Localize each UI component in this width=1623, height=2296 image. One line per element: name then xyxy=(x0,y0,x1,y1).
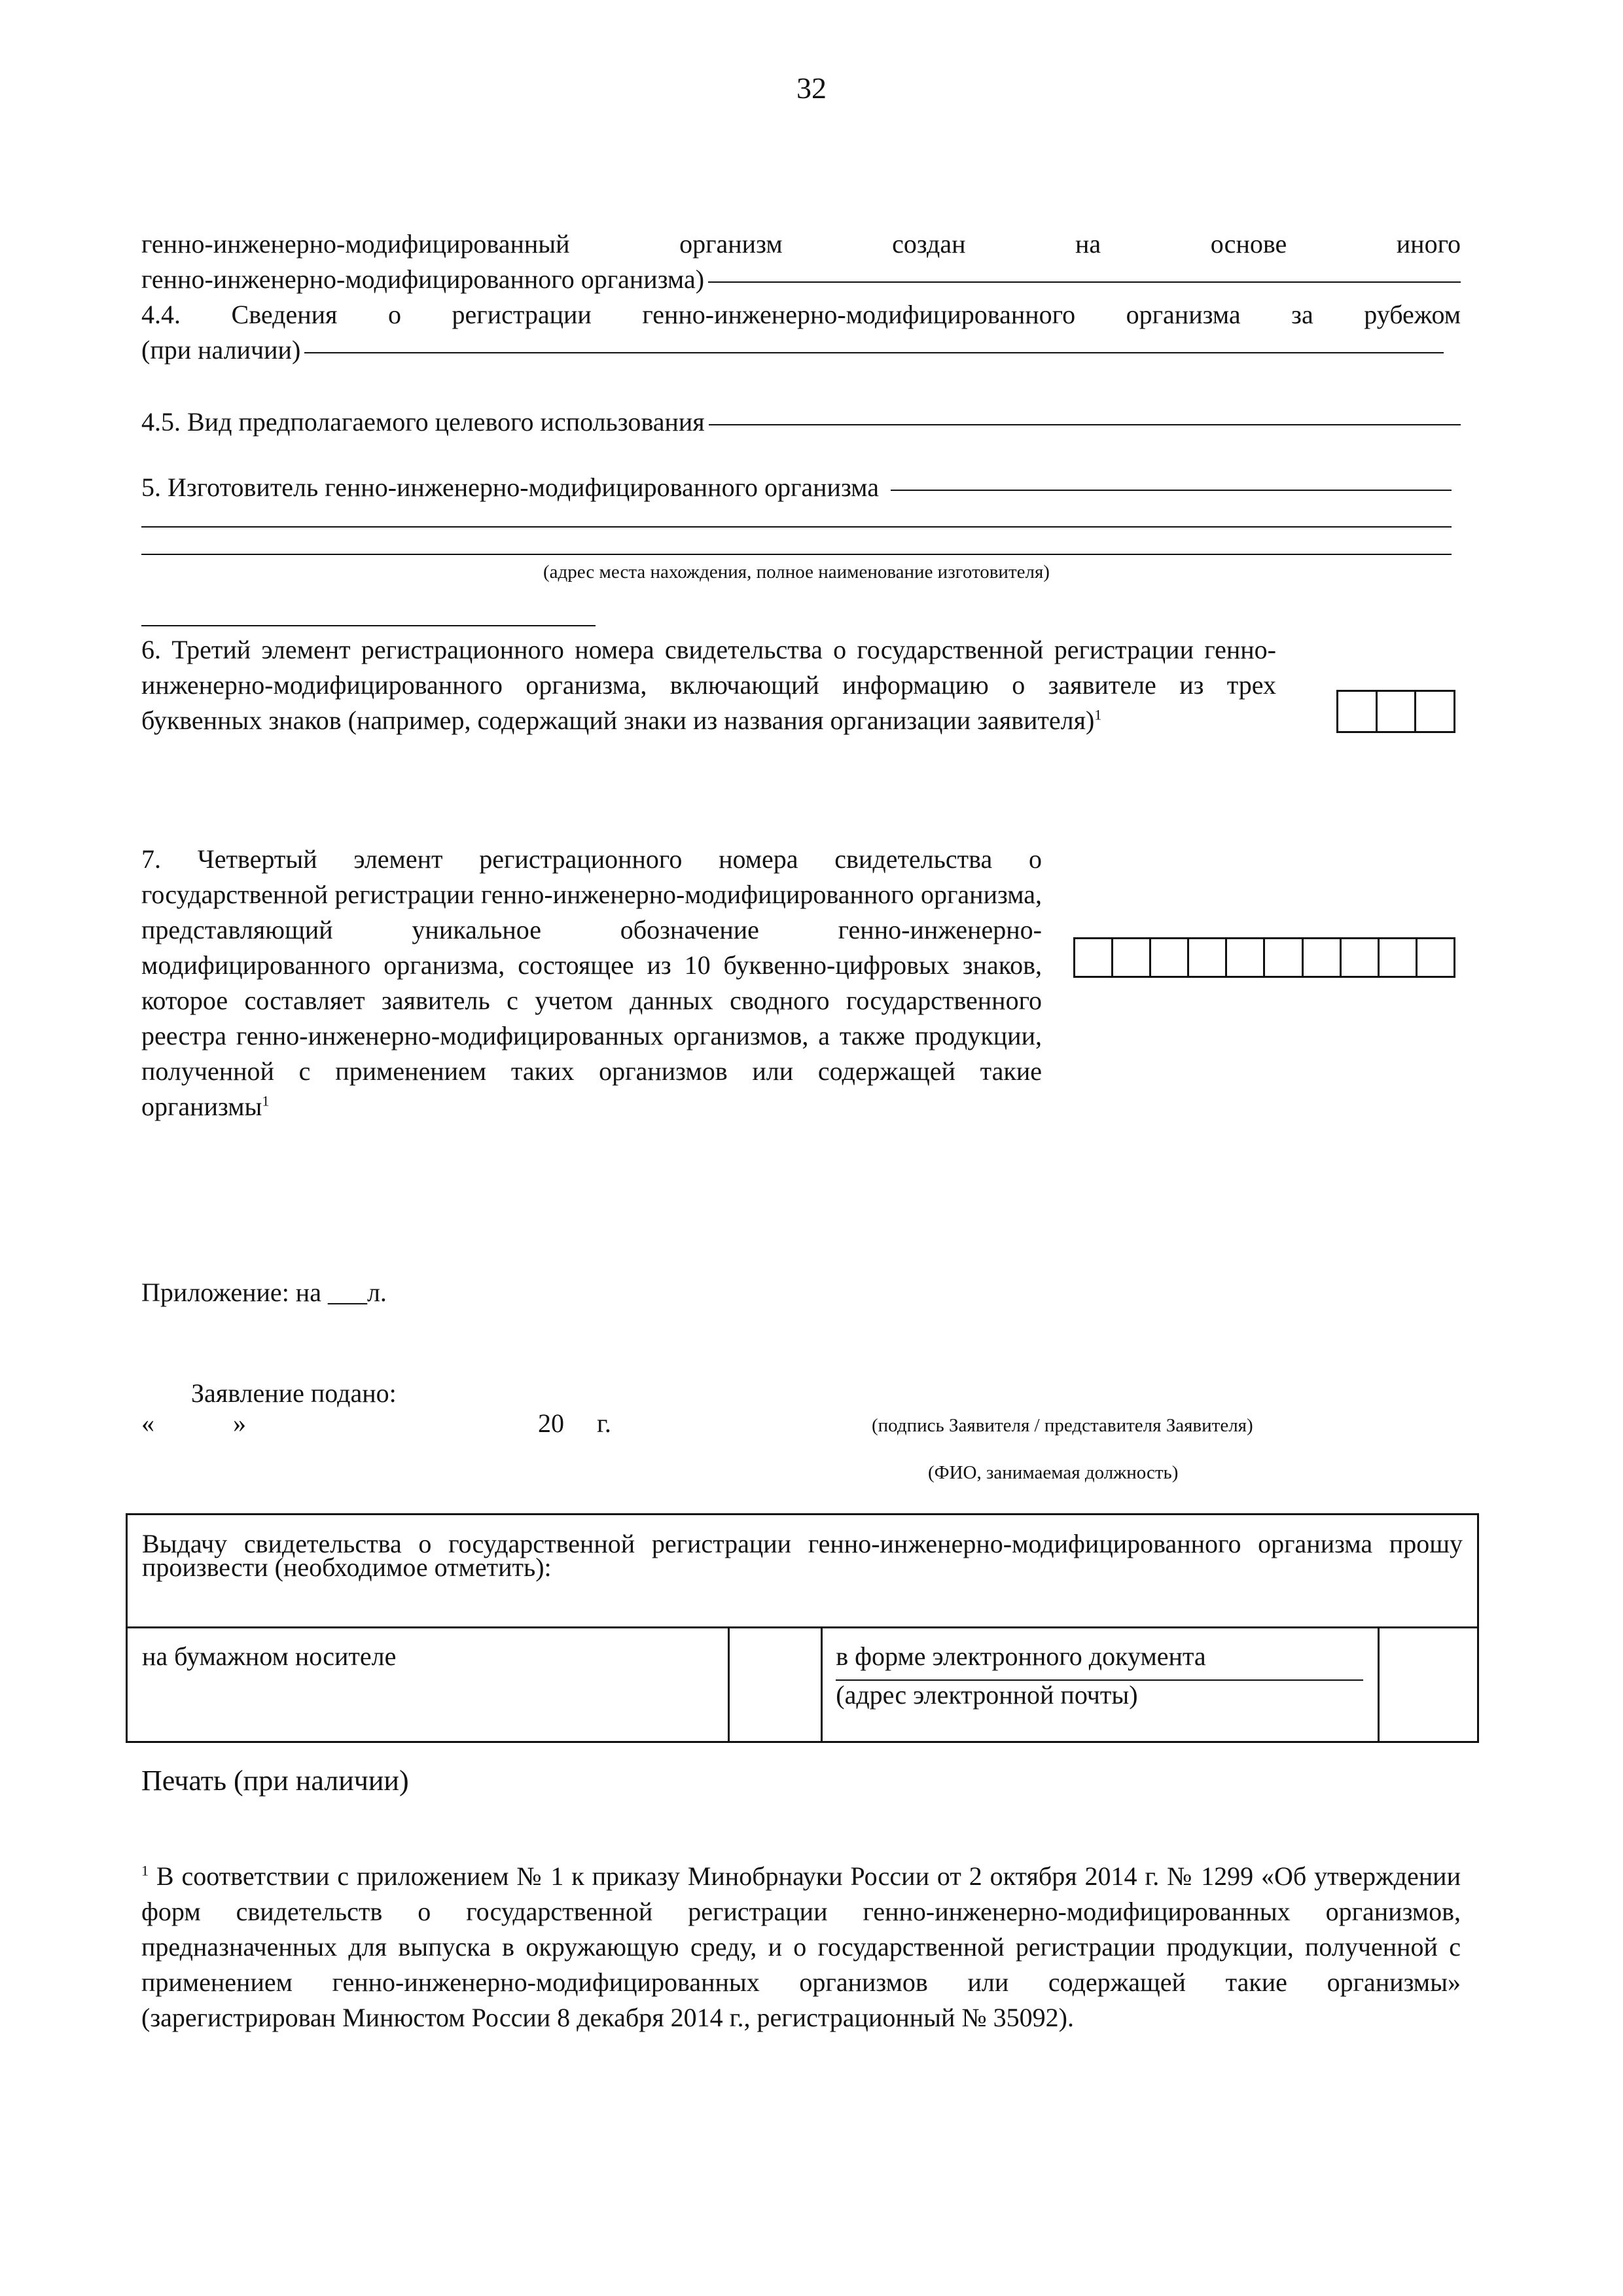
continuation-fill-line[interactable] xyxy=(708,281,1461,283)
item-7-footnote-mark: 1 xyxy=(262,1092,270,1109)
item-7-code-box-5[interactable] xyxy=(1227,939,1265,976)
date-year-prefix: 20 xyxy=(538,1408,564,1438)
continuation-line-2-text: генно-инженерно-модифицированного организма) xyxy=(141,264,705,294)
item-7-text xyxy=(141,842,1042,1124)
electronic-option-cell xyxy=(822,1628,1378,1742)
item-5-extra-line-2[interactable] xyxy=(141,554,1452,555)
attachment-pages-blank[interactable]: ___ xyxy=(327,1278,367,1307)
item-6-code-box-1[interactable] xyxy=(1338,692,1378,731)
item-7-body: 7. Четвертый элемент регистрационного номера свидетельства о государственной регистрации генно-инженерно-модифицированного организма, представляющий уникальное обозначение генно-инженерно-модифицированного организма, состоящее из 10 буквенно-цифровых знаков, которое составляет заявитель с учетом данных сводного государственного реестра генно-инженерно-модифицированных организмов, а также продукции, полученной с применением таких организмов или содержащей такие организмы xyxy=(141,844,1042,1121)
item-4-5 xyxy=(141,404,1461,440)
paper-option-cell xyxy=(127,1628,729,1742)
item-5 xyxy=(141,470,1452,505)
item-5-caption: (адрес места нахождения, полное наименование изготовителя) xyxy=(543,562,1050,583)
item-4-5-fill-line[interactable] xyxy=(709,424,1461,425)
item-7-code-box-10[interactable] xyxy=(1418,939,1454,976)
attachment-line xyxy=(141,1275,387,1310)
item-7-code-box-4[interactable] xyxy=(1189,939,1227,976)
item-7-code-box-2[interactable] xyxy=(1113,939,1151,976)
item-6-footnote-mark: 1 xyxy=(1094,706,1102,723)
issue-method-table xyxy=(126,1513,1479,1743)
date-quote-close: » xyxy=(233,1408,246,1438)
footnote-mark: 1 xyxy=(141,1862,149,1879)
paper-option-label: на бумажном носителе xyxy=(142,1641,397,1671)
name-caption: (ФИО, занимаемая должность) xyxy=(928,1462,1179,1483)
paper-option-checkbox[interactable] xyxy=(728,1628,821,1742)
item-7-code-box-9[interactable] xyxy=(1380,939,1418,976)
item-7-code-box-8[interactable] xyxy=(1342,939,1380,976)
item-7-code-box-3[interactable] xyxy=(1151,939,1189,976)
continuation-line-1: генно-инженерно-модифицированный организм создан на основе иного xyxy=(141,229,1461,259)
item-4-4-fill-line[interactable] xyxy=(304,352,1444,353)
email-caption: (адрес электронной почты) xyxy=(836,1680,1138,1710)
section-separator xyxy=(141,625,596,626)
item-4-4-line-2 xyxy=(141,332,1444,368)
attachment-prefix: Приложение: на xyxy=(141,1278,328,1307)
item-4-4-line-1: 4.4. Сведения о регистрации генно-инженерно-модифицированного организма за рубежом xyxy=(141,300,1461,329)
item-6-code-box-2[interactable] xyxy=(1378,692,1417,731)
electronic-option-checkbox[interactable] xyxy=(1378,1628,1478,1742)
item-5-text: 5. Изготовитель генно-инженерно-модифицированного организма xyxy=(141,473,879,502)
issue-table-options-row xyxy=(127,1628,1478,1742)
signature-caption: (подпись Заявителя / представителя Заявителя) xyxy=(872,1415,1253,1436)
date-quote-open: « xyxy=(141,1408,154,1438)
item-7-code-boxes xyxy=(1073,937,1455,978)
item-6-code-box-3[interactable] xyxy=(1416,692,1454,731)
attachment-suffix: л. xyxy=(366,1278,387,1307)
issue-table-header xyxy=(127,1515,1478,1628)
submitted-label: Заявление подано: xyxy=(191,1378,397,1408)
item-5-extra-line-1[interactable] xyxy=(141,526,1452,528)
item-7-code-box-7[interactable] xyxy=(1304,939,1342,976)
item-6-text xyxy=(141,632,1276,738)
issue-table-header-text: Выдачу свидетельства о государственной регистрации генно-инженерно-модифицированного организма прошу произвести (необходимое отметить): xyxy=(142,1529,1463,1582)
footnote-text: В соответствии с приложением № 1 к приказу Минобрнауки России от 2 октября 2014 г. № 1299 «Об утверждении форм свидетельств о государственной регистрации генно-инженерно-модифицированных организмов, предназначенных для выпуска в окружающую среду, и о государственной регистрации продукции, полученной с применением генно-инженерно-модифицированных организмов или содержащей такие организмы» (зарегистрирован Минюстом России 8 декабря 2014 г., регистрационный № 35092). xyxy=(141,1861,1461,2032)
item-4-4-line-2-text: (при наличии) xyxy=(141,335,301,365)
footnote xyxy=(141,1859,1461,2036)
issue-table-header-row xyxy=(127,1515,1478,1628)
item-4-5-text: 4.5. Вид предполагаемого целевого использования xyxy=(141,407,705,437)
item-6-code-boxes xyxy=(1336,690,1455,733)
item-5-fill-line[interactable] xyxy=(891,490,1452,491)
item-7-code-box-6[interactable] xyxy=(1265,939,1303,976)
item-6-body: 6. Третий элемент регистрационного номера свидетельства о государственной регистрации генно-инженерно-модифицированного организма, включающий информацию о заявителе из трех буквенных знаков (например, содержащий знаки из названия организации заявителя) xyxy=(141,635,1276,735)
date-year-suffix: г. xyxy=(597,1408,611,1438)
electronic-option-label: в форме электронного документа xyxy=(836,1641,1206,1671)
stamp-text: Печать (при наличии) xyxy=(141,1765,409,1797)
continuation-line-2 xyxy=(141,262,1461,297)
item-7-code-box-1[interactable] xyxy=(1075,939,1113,976)
page-number: 32 xyxy=(796,71,827,105)
